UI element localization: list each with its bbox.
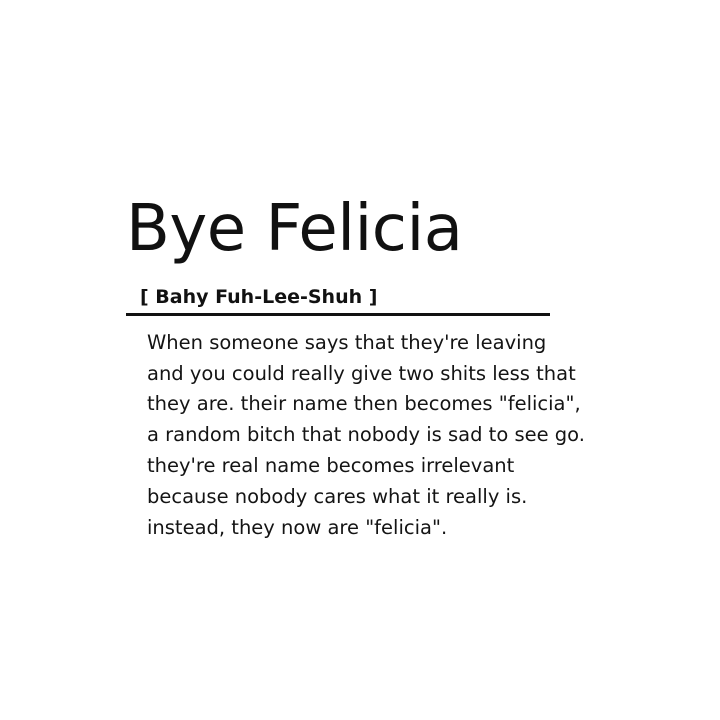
entry-pronunciation: [ Bahy Fuh-Lee-Shuh ] [140, 286, 378, 309]
entry-term: Bye Felicia [126, 192, 463, 266]
pronunciation-row [126, 285, 550, 316]
entry-definition: When someone says that they're leaving and you could really give two shits less that they are. their name then becomes "felicia", a random bitch that nobody is sad to see go. they're real name becomes irrelevant because nobody cares what it really is. instead, they now are "felicia". [147, 330, 585, 539]
dictionary-entry [126, 192, 586, 543]
